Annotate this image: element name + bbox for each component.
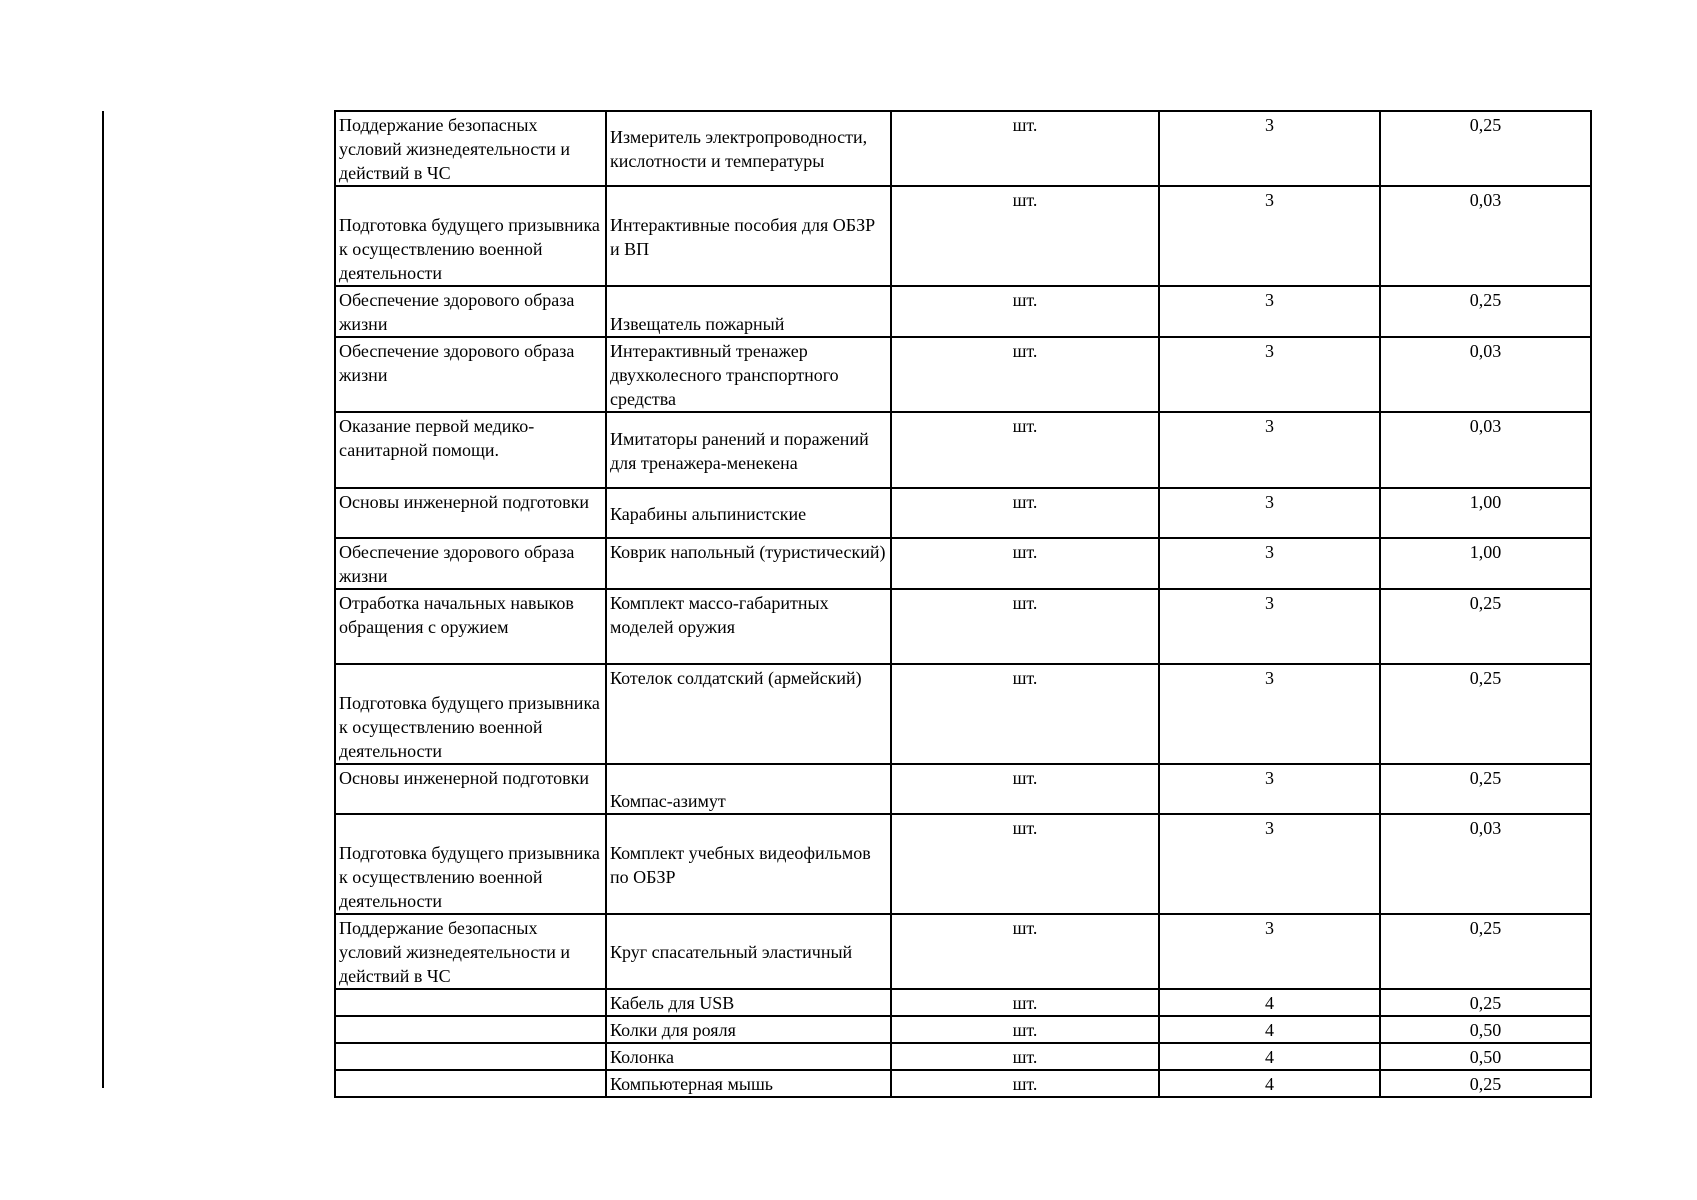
- unit-cell: шт.: [891, 488, 1159, 538]
- table-row: [335, 1043, 1591, 1070]
- unit-cell: шт.: [891, 914, 1159, 989]
- equipment-table: [334, 110, 1592, 1098]
- unit-cell: шт.: [891, 412, 1159, 488]
- quantity-cell: 4: [1159, 1070, 1380, 1097]
- quantity-cell: 3: [1159, 488, 1380, 538]
- table-row: [335, 337, 1591, 412]
- section-cell: Обеспечение здорового образа жизни: [335, 337, 606, 412]
- page-margin-line: [102, 111, 104, 1088]
- section-cell: [335, 989, 606, 1016]
- item-name-cell: Колки для рояля: [606, 1016, 891, 1043]
- item-name-cell: Кабель для USB: [606, 989, 891, 1016]
- table-row: [335, 989, 1591, 1016]
- item-name-cell: Имитаторы ранений и поражений для тренажера-менекена: [606, 412, 891, 488]
- quantity-cell: 3: [1159, 664, 1380, 764]
- table-row: [335, 1016, 1591, 1043]
- table-row: [335, 538, 1591, 589]
- item-name-cell: Комплект учебных видеофильмов по ОБЗР: [606, 814, 891, 914]
- table-row: [335, 814, 1591, 914]
- quantity-cell: 3: [1159, 412, 1380, 488]
- section-cell: Основы инженерной подготовки: [335, 764, 606, 814]
- item-name-cell: Интерактивный тренажер двухколесного транспортного средства: [606, 337, 891, 412]
- norm-cell: 0,03: [1380, 412, 1591, 488]
- quantity-cell: 3: [1159, 111, 1380, 186]
- norm-cell: 0,25: [1380, 914, 1591, 989]
- item-name-cell: Измеритель электропроводности, кислотности и температуры: [606, 111, 891, 186]
- section-cell: Подготовка будущего призывника к осуществлению военной деятельности: [335, 186, 606, 286]
- unit-cell: шт.: [891, 111, 1159, 186]
- quantity-cell: 3: [1159, 337, 1380, 412]
- item-name-cell: Компьютерная мышь: [606, 1070, 891, 1097]
- table-row: [335, 589, 1591, 664]
- norm-cell: 0,25: [1380, 764, 1591, 814]
- norm-cell: 0,03: [1380, 186, 1591, 286]
- section-cell: Подготовка будущего призывника к осуществлению военной деятельности: [335, 814, 606, 914]
- unit-cell: шт.: [891, 814, 1159, 914]
- section-cell: Поддержание безопасных условий жизнедеятельности и действий в ЧС: [335, 914, 606, 989]
- quantity-cell: 3: [1159, 286, 1380, 337]
- norm-cell: 1,00: [1380, 538, 1591, 589]
- section-cell: [335, 1043, 606, 1070]
- table-row: [335, 764, 1591, 814]
- item-name-cell: Карабины альпинистские: [606, 488, 891, 538]
- quantity-cell: 3: [1159, 914, 1380, 989]
- table-row: [335, 664, 1591, 764]
- norm-cell: 0,25: [1380, 664, 1591, 764]
- table-row: [335, 488, 1591, 538]
- norm-cell: 1,00: [1380, 488, 1591, 538]
- quantity-cell: 3: [1159, 538, 1380, 589]
- quantity-cell: 4: [1159, 1043, 1380, 1070]
- unit-cell: шт.: [891, 664, 1159, 764]
- unit-cell: шт.: [891, 538, 1159, 589]
- section-cell: Поддержание безопасных условий жизнедеятельности и действий в ЧС: [335, 111, 606, 186]
- unit-cell: шт.: [891, 337, 1159, 412]
- item-name-cell: Котелок солдатский (армейский): [606, 664, 891, 764]
- table-row: [335, 412, 1591, 488]
- section-cell: [335, 1070, 606, 1097]
- quantity-cell: 3: [1159, 764, 1380, 814]
- table-row: [335, 1070, 1591, 1097]
- section-cell: Подготовка будущего призывника к осуществлению военной деятельности: [335, 664, 606, 764]
- norm-cell: 0,50: [1380, 1016, 1591, 1043]
- item-name-cell: Колонка: [606, 1043, 891, 1070]
- unit-cell: шт.: [891, 589, 1159, 664]
- table-row: [335, 111, 1591, 186]
- norm-cell: 0,25: [1380, 286, 1591, 337]
- quantity-cell: 4: [1159, 989, 1380, 1016]
- quantity-cell: 3: [1159, 186, 1380, 286]
- table-row: [335, 914, 1591, 989]
- item-name-cell: Комплект массо-габаритных моделей оружия: [606, 589, 891, 664]
- section-cell: [335, 1016, 606, 1043]
- table-row: [335, 186, 1591, 286]
- norm-cell: 0,25: [1380, 1070, 1591, 1097]
- norm-cell: 0,03: [1380, 814, 1591, 914]
- item-name-cell: Круг спасательный эластичный: [606, 914, 891, 989]
- quantity-cell: 4: [1159, 1016, 1380, 1043]
- item-name-cell: Извещатель пожарный: [606, 286, 891, 337]
- norm-cell: 0,25: [1380, 111, 1591, 186]
- section-cell: Отработка начальных навыков обращения с оружием: [335, 589, 606, 664]
- section-cell: Основы инженерной подготовки: [335, 488, 606, 538]
- unit-cell: шт.: [891, 764, 1159, 814]
- unit-cell: шт.: [891, 286, 1159, 337]
- table-row: [335, 286, 1591, 337]
- item-name-cell: Компас-азимут: [606, 764, 891, 814]
- unit-cell: шт.: [891, 1016, 1159, 1043]
- quantity-cell: 3: [1159, 589, 1380, 664]
- item-name-cell: Интерактивные пособия для ОБЗР и ВП: [606, 186, 891, 286]
- unit-cell: шт.: [891, 186, 1159, 286]
- norm-cell: 0,03: [1380, 337, 1591, 412]
- section-cell: Обеспечение здорового образа жизни: [335, 286, 606, 337]
- unit-cell: шт.: [891, 989, 1159, 1016]
- quantity-cell: 3: [1159, 814, 1380, 914]
- norm-cell: 0,25: [1380, 589, 1591, 664]
- section-cell: Оказание первой медико-санитарной помощи.: [335, 412, 606, 488]
- section-cell: Обеспечение здорового образа жизни: [335, 538, 606, 589]
- norm-cell: 0,50: [1380, 1043, 1591, 1070]
- unit-cell: шт.: [891, 1070, 1159, 1097]
- item-name-cell: Коврик напольный (туристический): [606, 538, 891, 589]
- norm-cell: 0,25: [1380, 989, 1591, 1016]
- unit-cell: шт.: [891, 1043, 1159, 1070]
